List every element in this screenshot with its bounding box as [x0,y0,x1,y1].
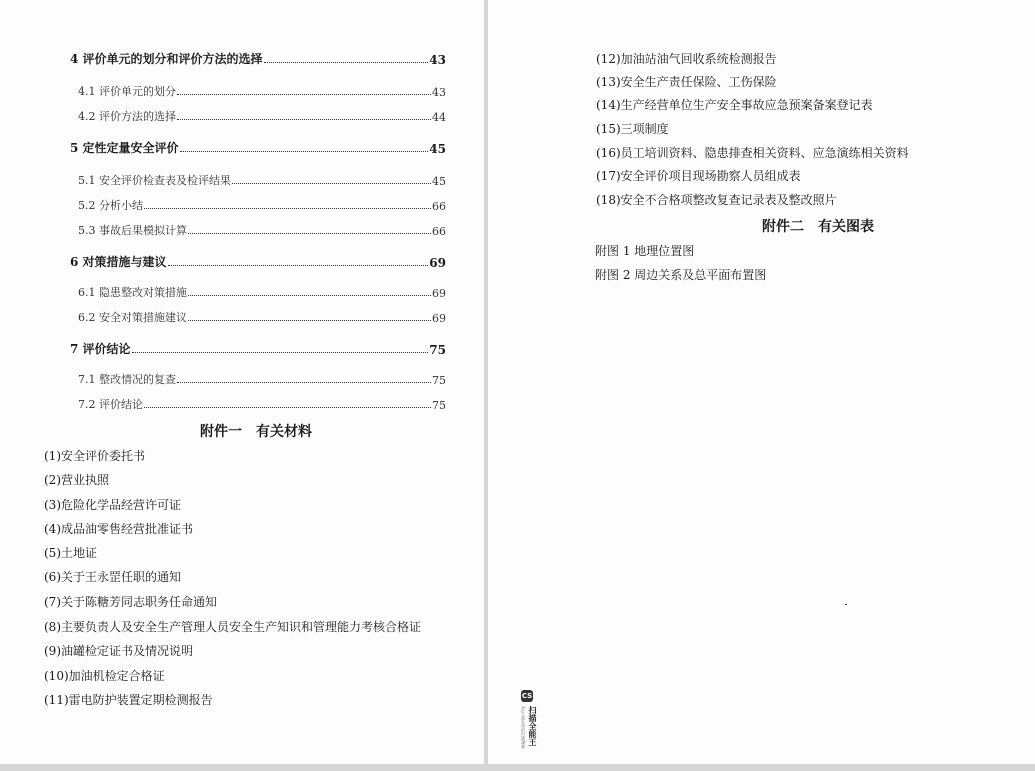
toc-entry[interactable] [78,222,446,238]
toc-page: 43 [429,53,446,67]
scanner-logo-icon: CS [521,692,533,700]
list-item: (10)加油机检定合格证 [44,669,165,683]
right-page [488,0,1035,764]
leader-dots [264,61,429,63]
leader-dots [188,232,431,234]
toc-page: 75 [429,343,446,357]
leader-dots [177,93,431,95]
toc-title: 5.1 安全评价检查表及检评结果 [78,174,231,187]
list-item: (18)安全不合格项整改复查记录表及整改照片 [596,193,837,207]
toc-page: 69 [429,256,446,270]
leader-dots [188,319,431,321]
list-item: (1)安全评价委托书 [44,449,145,463]
leader-dots [132,351,429,353]
list-item: (7)关于陈糖芳同志职务任命通知 [44,595,217,609]
toc-entry[interactable] [78,309,446,325]
toc-title: 5.3 事故后果模拟计算 [78,224,187,237]
toc-entry[interactable] [70,139,446,156]
toc-page: 44 [432,111,446,124]
scanner-app-name: 扫描全能王 [528,706,537,746]
list-item: (17)安全评价项目现场勘察人员组成表 [596,169,801,183]
toc-page: 45 [432,175,446,188]
toc-title: 6.1 隐患整改对策措施 [78,286,187,299]
figure-item: 附图 2 周边关系及总平面布置图 [595,268,767,282]
list-item: (13)安全生产责任保险、工伤保险 [596,75,777,89]
toc-title: 7.2 评价结论 [78,398,143,411]
toc-title: 7 评价结论 [70,342,131,356]
scanner-watermark [521,690,537,760]
scan-speck [845,604,847,605]
list-item: (4)成品油零售经营批准证书 [44,522,193,536]
toc-title: 5.2 分析小结 [78,199,143,212]
toc-page: 43 [432,86,446,99]
toc-entry[interactable] [70,340,446,357]
list-item: (8)主要负责人及安全生产管理人员安全生产知识和管理能力考核合格证 [44,620,422,634]
toc-title: 4.2 评价方法的选择 [78,110,176,123]
toc-title: 5 定性定量安全评价 [70,141,179,155]
figure-item: 附图 1 地理位置图 [595,244,695,258]
toc-entry[interactable] [78,108,446,124]
list-item: (14)生产经营单位生产安全事故应急预案备案登记表 [596,98,873,112]
toc-entry[interactable] [78,371,446,387]
leader-dots [177,381,431,383]
annex1-title: 附件一 有关材料 [200,424,312,440]
annex2-title: 附件二 有关图表 [762,219,874,235]
list-item: (2)营业执照 [44,473,109,487]
toc-page: 45 [429,142,446,156]
toc-entry[interactable] [78,284,446,300]
toc-title: 4.1 评价单元的划分 [78,85,176,98]
list-item: (15)三项制度 [596,122,669,136]
toc-entry[interactable] [70,253,446,270]
toc-title: 7.1 整改情况的复查 [78,373,176,386]
toc-page: 69 [432,312,446,325]
toc-title: 6.2 安全对策措施建议 [78,311,187,324]
toc-entry[interactable] [70,50,446,67]
toc-entry[interactable] [78,396,446,412]
list-item: (5)土地证 [44,546,97,560]
list-item: (12)加油站油气回收系统检测报告 [596,52,777,66]
scanner-tagline: 3亿人都在用的扫描App [521,706,526,749]
toc-entry[interactable] [78,83,446,99]
leader-dots [144,207,431,209]
toc-page: 75 [432,374,446,387]
toc-page: 66 [432,200,446,213]
leader-dots [180,150,429,152]
toc-title: 6 对策措施与建议 [70,255,167,269]
toc-page: 75 [432,399,446,412]
list-item: (16)员工培训资料、隐患排查相关资料、应急演练相关资料 [596,146,909,160]
toc-entry[interactable] [78,197,446,213]
toc-page: 66 [432,225,446,238]
leader-dots [144,406,431,408]
toc-entry[interactable] [78,172,446,188]
left-page [0,0,484,764]
list-item: (6)关于王永罡任职的通知 [44,570,181,584]
leader-dots [232,182,431,184]
leader-dots [188,294,431,296]
leader-dots [168,264,429,266]
list-item: (3)危险化学品经营许可证 [44,498,181,512]
list-item: (11)雷电防护装置定期检测报告 [44,693,213,707]
leader-dots [177,118,431,120]
toc-page: 69 [432,287,446,300]
list-item: (9)油罐检定证书及情况说明 [44,644,193,658]
toc-title: 4 评价单元的划分和评价方法的选择 [70,52,263,66]
